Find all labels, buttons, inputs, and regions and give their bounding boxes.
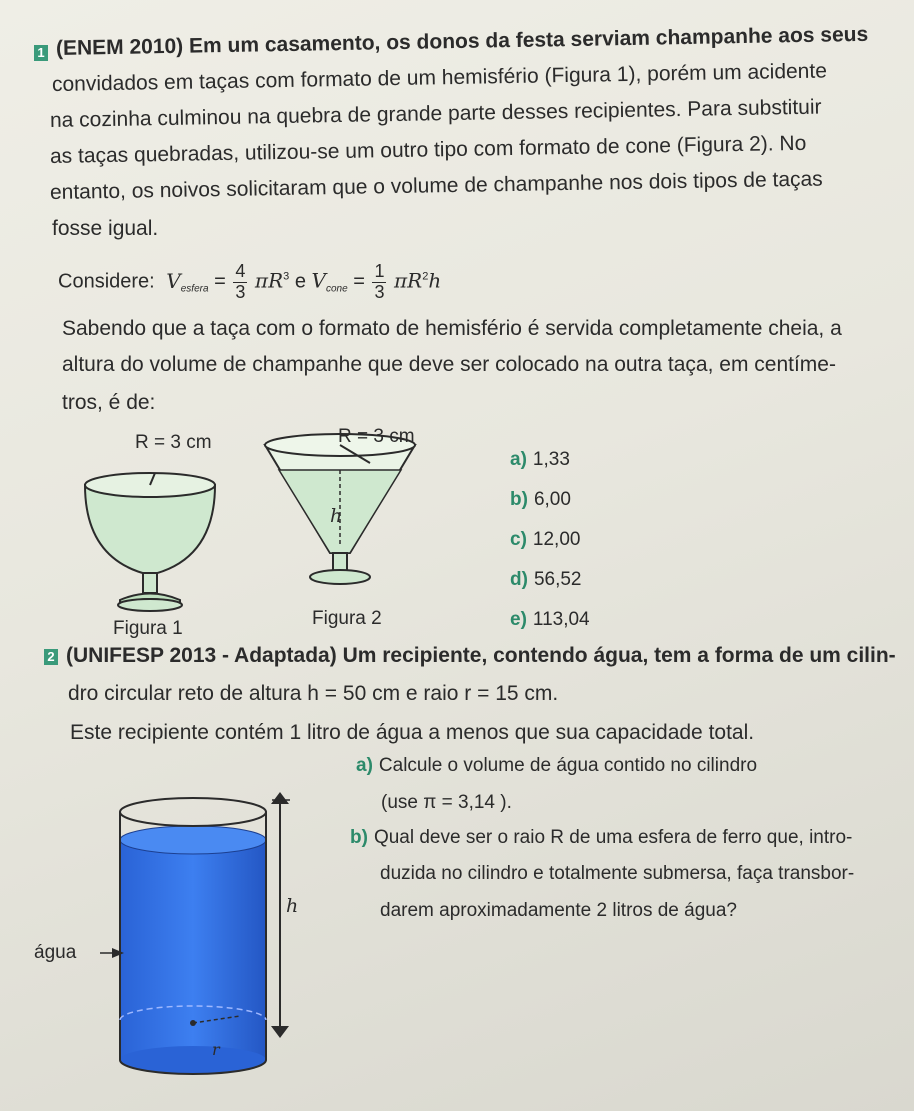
q2-part-b-line-3: darem aproximadamente 2 litros de água?: [380, 900, 737, 921]
fig1-radius-label: R = 3 cm: [135, 432, 212, 453]
sabendo-line-3: tros, é de:: [62, 391, 156, 414]
question-number-2: 2: [44, 649, 58, 665]
question-number-1: 1: [34, 45, 48, 61]
pi-r-squared: πR: [394, 268, 423, 293]
cylinder-h-label: h: [286, 895, 299, 917]
option-a[interactable]: a) 1,33: [510, 449, 570, 470]
q2-part-b-line-2: duzida no cilindro e totalmente submersa, faça transbor-: [380, 863, 855, 884]
fraction-1-3: $\frac{1}{3}$: [374, 261, 385, 302]
v-symbol-2: V: [311, 268, 326, 293]
q2-part-a-line-1: a) Calcule o volume de água contido no cilindro: [356, 755, 758, 776]
pi-r-cubed: πR: [254, 268, 284, 293]
conjunction: e: [294, 270, 306, 293]
fig2-h-label: h: [330, 505, 343, 527]
sabendo-line-2: altura do volume de champanhe que deve ser colocado na outra taça, em centíme-: [62, 353, 836, 376]
formula-line: Considere: $V_{esfera}$ = $\frac{4}{3}$ $\pi R^3$ e $V_{cone}$ = $\frac{1}{3}$ $\pi R^2h$: [58, 261, 442, 302]
q1-line-6: fosse igual.: [52, 217, 159, 240]
q2-line-3: Este recipiente contém 1 litro de água a menos que sua capacidade total.: [70, 721, 755, 744]
option-e[interactable]: e) 113,04: [510, 609, 590, 630]
q2-line-2: dro circular reto de altura h = 50 cm e raio r = 15 cm.: [68, 682, 559, 705]
hemisphere-glass: [85, 473, 215, 611]
v-esfera-sub: esfera: [180, 283, 209, 295]
fig2-radius-label: R = 3 cm: [338, 426, 415, 447]
q1-line-2: convidados em taças com formato de um hemisfério (Figura 1), porém um acidente: [51, 59, 828, 96]
considere-label: Considere:: [58, 270, 155, 293]
q1-line-4: as taças quebradas, utilizou-se um outro tipo com formato de cone (Figura 2). No: [49, 131, 807, 168]
q1-line-3: na cozinha culminou na quebra de grande parte desses recipientes. Para substituir: [49, 95, 822, 132]
cylinder-r-label: r: [212, 1040, 220, 1059]
option-b[interactable]: b) 6,00: [510, 489, 571, 510]
equals-sign-2: =: [353, 270, 365, 293]
figures-q1: [75, 425, 475, 640]
q2-part-a-line-2: (use π = 3,14 ).: [381, 792, 512, 813]
q1-line-5: entanto, os noivos solicitaram que o volume de champanhe nos dois tipos de taças: [49, 167, 823, 204]
q2-line-1: (UNIFESP 2013 - Adaptada) Um recipiente, contendo água, tem a forma de um cilin-: [66, 644, 896, 667]
v-cone-sub: cone: [325, 283, 348, 295]
q2-part-b-line-1: b) Qual deve ser o raio R de uma esfera de ferro que, intro-: [350, 827, 853, 848]
sabendo-line-1: Sabendo que a taça com o formato de hemisfério é servida completamente cheia, a: [62, 317, 842, 340]
q1-line-1: (ENEM 2010) Em um casamento, os donos da festa serviam champanhe aos seus: [55, 22, 869, 60]
option-d[interactable]: d) 56,52: [510, 569, 582, 590]
option-c[interactable]: c) 12,00: [510, 529, 581, 550]
fraction-4-3: $\frac{4}{3}$: [235, 261, 246, 302]
v-symbol: V: [166, 268, 181, 293]
equals-sign: =: [214, 270, 226, 293]
cylinder-figure: [100, 790, 310, 1080]
fig2-caption: Figura 2: [312, 608, 382, 629]
water-label: água: [34, 942, 77, 963]
fig1-caption: Figura 1: [113, 618, 183, 639]
